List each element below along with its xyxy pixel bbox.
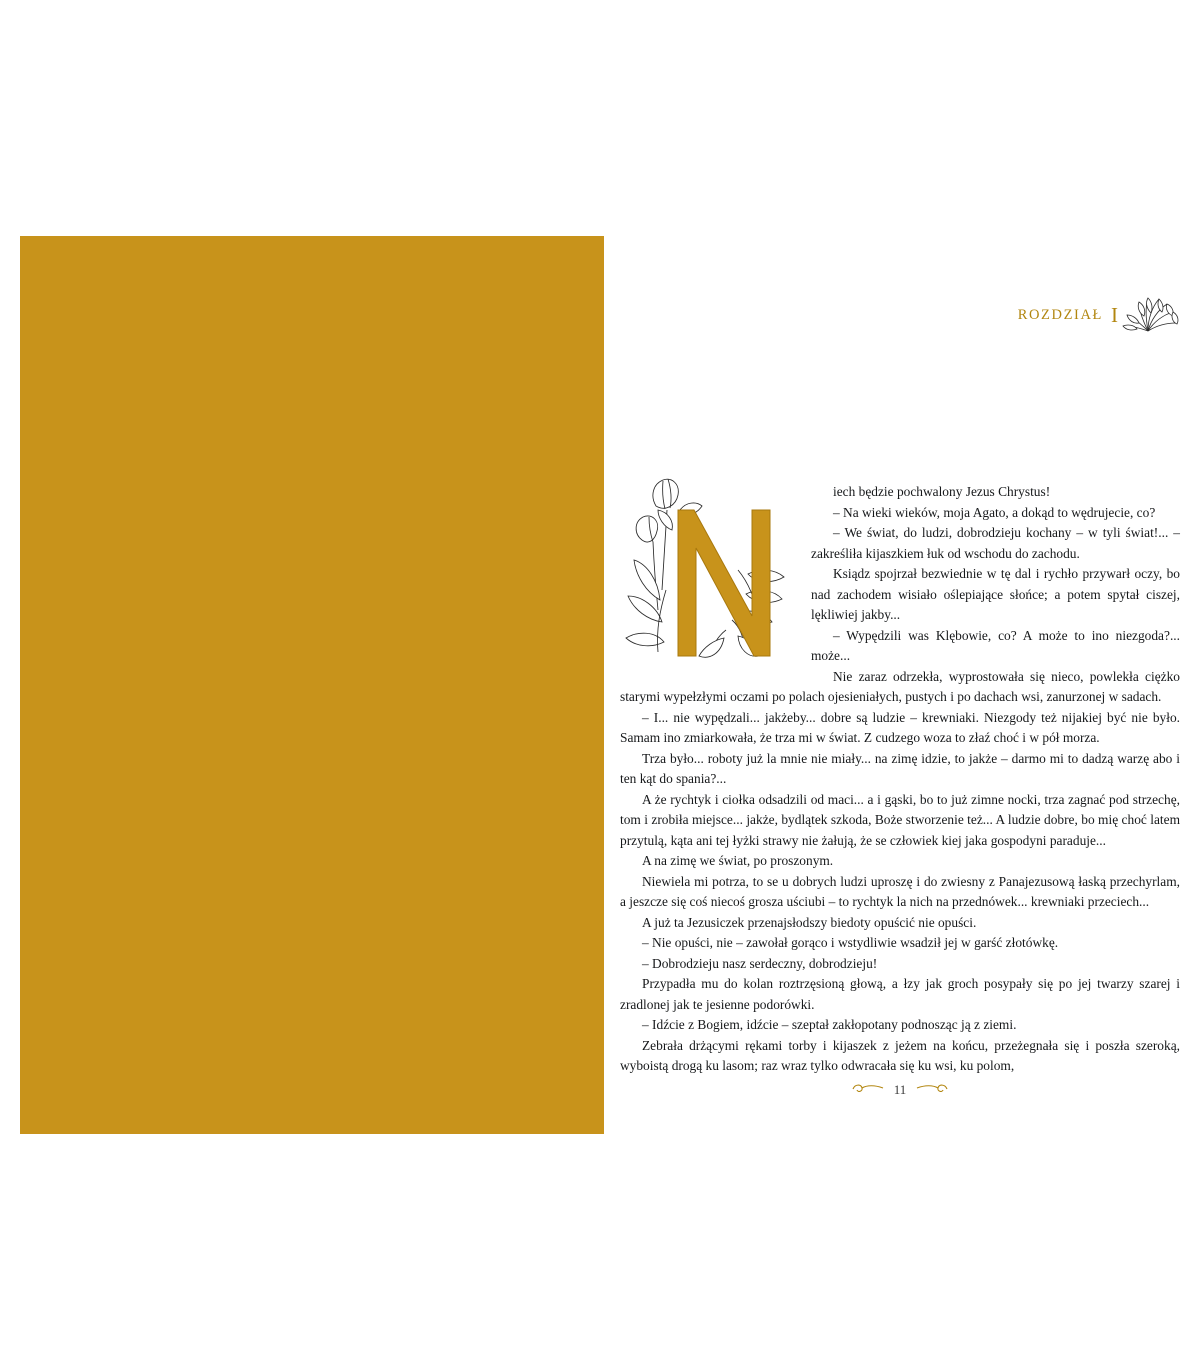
paragraph: Nie zaraz odrzekła, wyprostowała się nieco, powlekła ciężko starymi wypełzłymi oczami po polach ojesieniałych, pustych i po dachach wsi, zanurzonej w sadach. (620, 668, 1180, 704)
page-number: 11 (893, 1082, 907, 1097)
leaf-ornament-icon (1118, 291, 1180, 340)
paragraph: A że rychtyk i ciołka odsadzili od maci... a i gąski, bo to już zimne nocki, trza zagnać pod strzechę, tom i zrobiła miejsce... jakże, bydlątek szkoda, Boże stworzenie też... A ludzie dobre, bo mię choć latem przytulą, kąta ani tej łyżki strawy nie żałują, że se człowiek kiej jaka gospodyni paraduje... (620, 791, 1180, 848)
floral-dropcap-illustration (620, 482, 805, 678)
paragraph: Ksiądz spojrzał bezwiednie w tę dal i rychło przywarł oczy, bo nad zachodem wisiało oślepiające słońce; a potem spytał ciszej, lękliwiej jakby... (811, 566, 1180, 622)
chapter-body-text (620, 482, 1180, 1077)
paragraph: – We świat, do ludzi, dobrodzieju kochany – w tyli świat!... – zakreśliła kijaszkiem łuk od wschodu do zachodu. (811, 525, 1180, 561)
swirl-ornament-left-icon (851, 1081, 885, 1099)
paragraph: – Nie opuści, nie – zawołał gorąco i wstydliwie wsadził jej w garść złotówkę. (642, 935, 1059, 950)
page-folio (620, 1081, 1180, 1099)
left-page-gold-plate (20, 236, 604, 1134)
paragraph: – Na wieki wieków, moja Agato, a dokąd to wędrujecie, co? (833, 504, 1156, 520)
paragraph: Przypadła mu do kolan roztrzęsioną głową, a łzy jak groch posypały się po jej twarzy szarej i zradlonej jak te jesienne podorówki. (620, 976, 1180, 1012)
chapter-number: I (1111, 303, 1118, 327)
paragraph: – Dobrodzieju nasz serdeczny, dobrodzieju! (642, 955, 878, 971)
paragraph: A już ta Jezusiczek przenajsłodszy biedoty opuścić nie opuści. (642, 914, 977, 930)
paragraph: Niewiela mi potrza, to se u dobrych ludzi uproszę i do zwiesny z Panajezusową łaską przechyrlam, a jeszcze się coś niecoś grosza uściubi – to rychtyk la nich na przednówek... krewniaki przeciech... (620, 873, 1180, 909)
right-page (620, 236, 1180, 1134)
chapter-heading (1018, 291, 1180, 340)
chapter-label: ROZDZIAŁ (1017, 307, 1103, 323)
swirl-ornament-right-icon (915, 1081, 949, 1099)
paragraph: A na zimę we świat, po proszonym. (642, 853, 834, 868)
paragraph: – Wypędzili was Klębowie, co? A może to ino niezgoda?... może... (811, 627, 1180, 663)
paragraph: – Idźcie z Bogiem, idźcie – szeptał zakłopotany podnosząc ją z ziemi. (642, 1017, 1017, 1032)
paragraph: – I... nie wypędzali... jakżeby... dobre są ludzie – krewniaki. Niezgody też nijakiej być nie było. Samam ino zmiarkowała, że trza mi w świat. Z cudzego woza to złaź choć i w pół morza. (620, 709, 1180, 745)
paragraph: Trza było... roboty już la mnie nie miały... na zimę idzie, to jakże – darmo mi to dadzą warzę abo i ten kąt do spania?... (620, 750, 1180, 786)
paragraph: iech będzie pochwalony Jezus Chrystus! (833, 484, 1051, 499)
paragraph: Zebrała drżącymi rękami torby i kijaszek z jeżem na końcu, przeżegnała się i poszła szeroką, wyboistą drogą ku lasom; raz wraz tylko odwracała się ku wsi, ku polom, (620, 1037, 1180, 1073)
